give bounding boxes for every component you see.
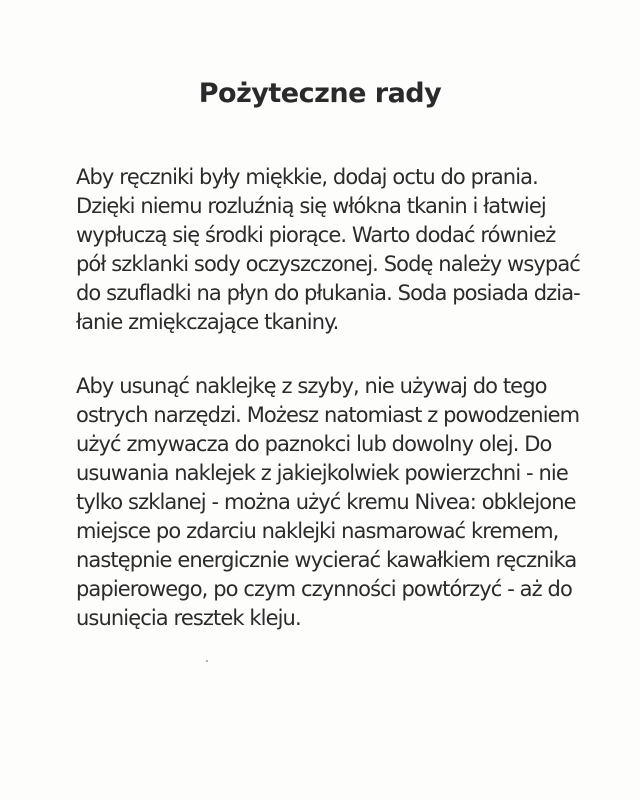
text-line: miejsce po zdarciu naklejki nasmarować kremem, bbox=[76, 519, 559, 543]
text-line: do szufladki na płyn do płukania. Soda posiada dzia- bbox=[76, 281, 580, 305]
text-line: użyć zmywacza do paznokci lub dowolny olej. Do bbox=[76, 432, 552, 456]
paragraph-stickers bbox=[76, 372, 579, 633]
paragraph-towels bbox=[76, 163, 580, 337]
scan-speck bbox=[206, 660, 208, 662]
text-line: tylko szklanej - można użyć kremu Nivea: obklejone bbox=[76, 490, 576, 514]
text-line: usuwania naklejek z jakiejkolwiek powierzchni - nie bbox=[76, 461, 568, 485]
text-line: łanie zmiękczające tkaniny. bbox=[76, 310, 339, 334]
page-title: Pożyteczne rady bbox=[198, 78, 442, 109]
text-line: Dzięki niemu rozluźnią się włókna tkanin i łatwiej bbox=[76, 194, 546, 218]
text-line: wypłuczą się środki piorące. Warto dodać również bbox=[76, 223, 556, 247]
text-line: Aby usunąć naklejkę z szyby, nie używaj do tego bbox=[76, 374, 547, 398]
text-line: papierowego, po czym czynności powtórzyć - aż do bbox=[76, 577, 572, 601]
text-line: Aby ręczniki były miękkie, dodaj octu do prania. bbox=[76, 165, 538, 189]
text-line: pół szklanki sody oczyszczonej. Sodę należy wsypać bbox=[76, 252, 580, 276]
text-line: usunięcia resztek kleju. bbox=[76, 606, 301, 630]
text-line: następnie energicznie wycierać kawałkiem ręcznika bbox=[76, 548, 577, 572]
text-line: ostrych narzędzi. Możesz natomiast z powodzeniem bbox=[76, 403, 580, 427]
